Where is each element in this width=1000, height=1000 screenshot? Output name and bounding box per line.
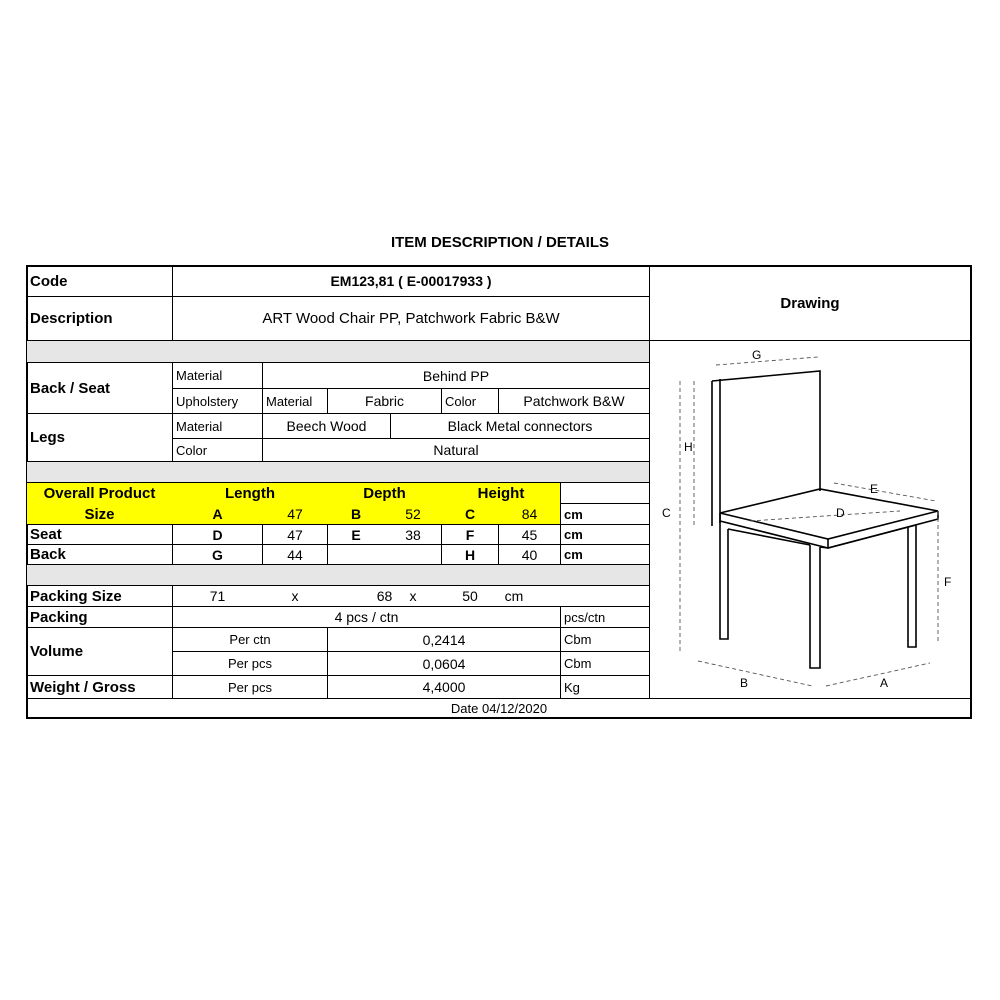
overall-size-label-line1: Overall Product (43, 484, 156, 502)
volume-label: Volume (30, 643, 84, 660)
dim-b-letter: B (350, 506, 362, 522)
back-seat-material-value: Behind PP (422, 367, 490, 384)
spacer-row (27, 462, 649, 482)
volume-per-ctn-value: 0,2414 (422, 631, 466, 648)
drawing-letter-g: G (752, 348, 762, 362)
height-header: Height (477, 484, 525, 502)
drawing-letter-a: A (880, 676, 889, 690)
dim-f-letter: F (465, 526, 475, 543)
description-label: Description (30, 310, 113, 327)
packing-size-unit: cm (504, 588, 524, 604)
volume-per-pcs-label: Per pcs (227, 656, 273, 671)
volume-per-ctn-unit: Cbm (564, 632, 592, 647)
date-footer: Date 04/12/2020 (450, 701, 548, 716)
packing-length: 71 (209, 588, 226, 604)
dim-h-letter: H (464, 546, 476, 563)
code-label: Code (30, 272, 68, 290)
dim-h-value: 40 (521, 546, 538, 563)
spacer-row (27, 341, 649, 362)
dim-g-value: 44 (287, 546, 303, 563)
back-unit: cm (564, 547, 583, 562)
packing-size-label: Packing Size (30, 587, 122, 605)
upholstery-material-value: Fabric (365, 393, 404, 409)
dim-c-letter: C (464, 506, 476, 522)
upholstery-material-label: Material (266, 393, 313, 409)
back-seat-label: Back / Seat (30, 379, 111, 397)
legs-material-value-2: Black Metal connectors (447, 418, 593, 434)
dim-g-letter: G (212, 546, 223, 563)
volume-per-ctn-label: Per ctn (229, 632, 271, 647)
dim-b-value: 52 (405, 506, 421, 522)
weight-value: 4,4000 (422, 679, 466, 695)
packing-x-2: x (409, 588, 417, 604)
upholstery-color-label: Color (445, 393, 477, 409)
drawing-letter-b: B (740, 676, 749, 690)
dim-d-value: 47 (287, 526, 303, 543)
overall-unit: cm (564, 506, 583, 522)
drawing-letter-c: C (662, 506, 671, 520)
packing-unit: pcs/ctn (564, 609, 606, 625)
weight-per-pcs-label: Per pcs (227, 679, 273, 695)
volume-per-pcs-value: 0,0604 (422, 655, 466, 672)
code-value: EM123,81 ( E-00017933 ) (330, 273, 492, 289)
dim-a-value: 47 (287, 506, 303, 522)
seat-unit: cm (564, 527, 583, 542)
dim-d-letter: D (212, 526, 223, 543)
chair-drawing (650, 341, 970, 697)
depth-header: Depth (363, 484, 406, 502)
upholstery-label: Upholstery (176, 393, 239, 409)
overall-size-label-line2: Size (84, 505, 115, 523)
drawing-letter-e: E (870, 482, 879, 496)
legs-color-value: Natural (433, 442, 479, 458)
length-header: Length (225, 484, 275, 502)
legs-color-label: Color (176, 442, 208, 458)
weight-unit: Kg (564, 679, 580, 695)
dim-c-value: 84 (521, 506, 538, 522)
back-label: Back (30, 546, 66, 563)
packing-width: 68 (376, 588, 393, 604)
dim-e-value: 38 (405, 526, 421, 543)
packing-label: Packing (30, 608, 88, 626)
legs-label: Legs (30, 429, 66, 446)
back-seat-material-label: Material (176, 368, 223, 383)
packing-x-1: x (291, 588, 299, 604)
drawing-title: Drawing (780, 294, 840, 312)
upholstery-color-value: Patchwork B&W (523, 393, 625, 409)
legs-material-value-1: Beech Wood (286, 418, 367, 434)
dim-a-letter: A (212, 506, 223, 522)
packing-value: 4 pcs / ctn (334, 609, 399, 625)
drawing-letter-h: H (684, 440, 693, 454)
dim-e-letter: E (351, 526, 361, 543)
spacer-row (27, 565, 649, 585)
document-title: ITEM DESCRIPTION / DETAILS (390, 234, 610, 251)
seat-label: Seat (30, 526, 62, 543)
dim-f-value: 45 (521, 526, 538, 543)
packing-height: 50 (462, 588, 478, 604)
volume-per-pcs-unit: Cbm (564, 656, 592, 671)
drawing-letter-f: F (944, 575, 952, 589)
drawing-letter-d: D (836, 506, 845, 520)
legs-material-label: Material (176, 418, 223, 434)
description-value: ART Wood Chair PP, Patchwork Fabric B&W (262, 310, 560, 327)
weight-label: Weight / Gross (30, 678, 136, 696)
